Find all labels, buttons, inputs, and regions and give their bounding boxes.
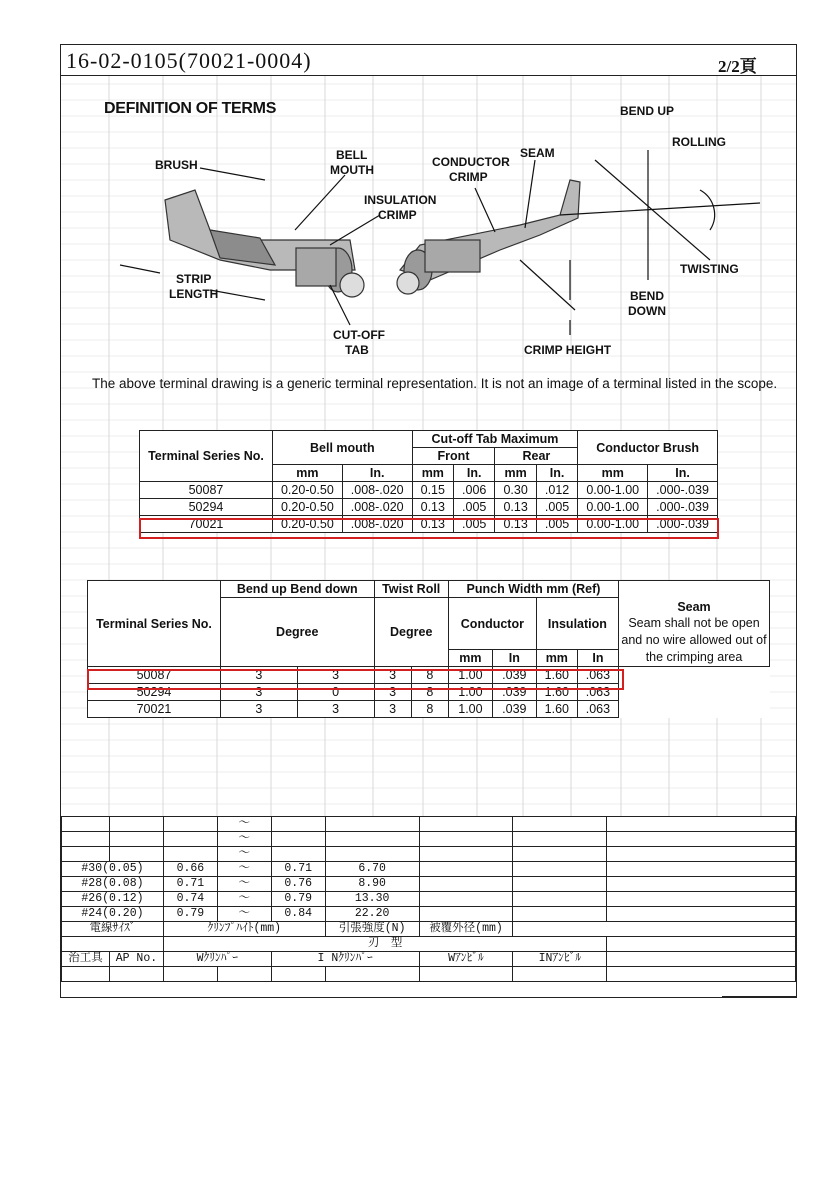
table-cell: 3 bbox=[221, 684, 298, 701]
label-brush: BRUSH bbox=[155, 158, 198, 172]
spec-cell bbox=[325, 832, 419, 847]
crimp-min-cell: 0.71 bbox=[163, 877, 217, 892]
th-tensile: 引張強度(N) bbox=[325, 922, 419, 937]
crimp-spec-table bbox=[61, 816, 796, 982]
th-seam: Seam bbox=[677, 600, 711, 614]
crimp-min-cell: 0.79 bbox=[163, 907, 217, 922]
crimp-min-cell: 0.66 bbox=[163, 862, 217, 877]
table-cell: 0.13 bbox=[495, 516, 536, 533]
spec-cell bbox=[163, 847, 217, 862]
label-rolling: ROLLING bbox=[672, 135, 726, 149]
spec-row bbox=[62, 862, 796, 877]
table-cell: .000-.039 bbox=[648, 482, 718, 499]
table-cell: 0.20-0.50 bbox=[273, 499, 343, 516]
table-cell: .008-.020 bbox=[342, 482, 412, 499]
label-conductor-crimp-1: CONDUCTOR bbox=[432, 155, 510, 169]
spec-cell bbox=[163, 967, 217, 982]
tilde-cell: ～ bbox=[217, 862, 271, 877]
tilde-cell: ～ bbox=[217, 847, 271, 862]
table-cell: .039 bbox=[492, 684, 536, 701]
highlight-70021-table2 bbox=[87, 669, 624, 690]
wire-size-cell: #28(0.08) bbox=[62, 877, 164, 892]
label-conductor-crimp-2: CRIMP bbox=[449, 170, 488, 184]
spec-cell bbox=[513, 862, 607, 877]
spec-cell bbox=[513, 847, 607, 862]
table-cell: 50087 bbox=[140, 482, 273, 499]
label-cutoff-tab-1: CUT-OFF bbox=[333, 328, 385, 342]
spec-cell bbox=[419, 832, 513, 847]
table-cell: 1.60 bbox=[536, 684, 577, 701]
highlight-70021-table1 bbox=[139, 518, 719, 539]
crimp-max-cell: 0.76 bbox=[271, 877, 325, 892]
label-bell-mouth-2: MOUTH bbox=[330, 163, 374, 177]
th-unit: In. bbox=[648, 465, 718, 482]
table-cell: 1.00 bbox=[448, 701, 492, 718]
th-unit: mm bbox=[536, 650, 577, 667]
signature-line bbox=[722, 996, 797, 997]
th-cutoff-tab: Cut-off Tab Maximum bbox=[412, 431, 578, 448]
bend-punch-table bbox=[87, 580, 770, 718]
spec-row bbox=[62, 967, 796, 982]
th-in-crimper: I Nｸﾘﾝﾊﾟｰ bbox=[271, 952, 419, 967]
spec-cell bbox=[607, 907, 796, 922]
table-cell: 3 bbox=[221, 667, 298, 684]
table-cell: 3 bbox=[374, 701, 411, 718]
table-cell: 0.13 bbox=[495, 499, 536, 516]
label-twisting: TWISTING bbox=[680, 262, 739, 276]
th-tool: 治工具 bbox=[62, 952, 110, 967]
spec-row bbox=[62, 847, 796, 862]
table-cell: 70021 bbox=[140, 516, 273, 533]
spec-cell bbox=[607, 967, 796, 982]
label-bend-down-2: DOWN bbox=[628, 304, 666, 318]
table-cell: 0 bbox=[297, 684, 374, 701]
document-number: 16-02-0105(70021-0004) bbox=[66, 48, 312, 73]
table-cell: 0.00-1.00 bbox=[578, 499, 648, 516]
table-cell: .063 bbox=[577, 701, 618, 718]
label-seam: SEAM bbox=[520, 146, 555, 160]
th-unit: In bbox=[492, 650, 536, 667]
table-cell: .008-.020 bbox=[342, 516, 412, 533]
page-indicator: 2/2頁 bbox=[718, 57, 757, 76]
spec-cell bbox=[62, 937, 164, 952]
spec-cell bbox=[325, 967, 419, 982]
label-crimp-height: CRIMP HEIGHT bbox=[524, 343, 612, 357]
title-divider bbox=[60, 75, 797, 76]
table-cell: 1.00 bbox=[448, 667, 492, 684]
table-row bbox=[140, 499, 718, 516]
tilde-cell: ～ bbox=[217, 892, 271, 907]
spec-cell bbox=[513, 832, 607, 847]
tensile-cell: 6.70 bbox=[325, 862, 419, 877]
table-cell: 1.60 bbox=[536, 701, 577, 718]
tensile-cell: 22.20 bbox=[325, 907, 419, 922]
spec-cell bbox=[607, 817, 796, 832]
table-cell: .006 bbox=[454, 482, 495, 499]
label-insulation-crimp-1: INSULATION bbox=[364, 193, 437, 207]
table-cell: 0.30 bbox=[495, 482, 536, 499]
spec-cell bbox=[163, 817, 217, 832]
th-crimp-height: ｸﾘﾝﾌﾟﾊｲﾄ(mm) bbox=[163, 922, 325, 937]
tilde-cell: ～ bbox=[217, 877, 271, 892]
th-w-crimper: Wｸﾘﾝﾊﾟｰ bbox=[163, 952, 271, 967]
th-insulation-od: 被覆外径(mm) bbox=[419, 922, 513, 937]
table-cell: 3 bbox=[374, 667, 411, 684]
tilde-cell: ～ bbox=[217, 832, 271, 847]
spec-cell bbox=[62, 967, 110, 982]
spec-cell bbox=[163, 832, 217, 847]
spec-cell bbox=[217, 967, 271, 982]
label-insulation-crimp-2: CRIMP bbox=[378, 208, 417, 222]
spec-cell bbox=[109, 832, 163, 847]
table-row bbox=[88, 701, 770, 718]
th-front: Front bbox=[412, 448, 495, 465]
table-cell: 0.13 bbox=[412, 499, 453, 516]
table-cell: 50087 bbox=[88, 667, 221, 684]
spec-cell bbox=[325, 847, 419, 862]
table-cell: 1.60 bbox=[536, 667, 577, 684]
label-strip-length-1: STRIP bbox=[176, 272, 212, 286]
th-terminal-series: Terminal Series No. bbox=[88, 581, 221, 667]
spec-row bbox=[62, 907, 796, 922]
spec-row bbox=[62, 892, 796, 907]
th-unit: In. bbox=[536, 465, 577, 482]
th-conductor-brush: Conductor Brush bbox=[578, 431, 718, 465]
spec-cell bbox=[513, 922, 796, 937]
spec-cell bbox=[325, 817, 419, 832]
table-cell: .005 bbox=[454, 516, 495, 533]
th-conductor: Conductor bbox=[448, 598, 536, 650]
spec-cell bbox=[607, 847, 796, 862]
th-unit: In. bbox=[454, 465, 495, 482]
spec-cell bbox=[419, 817, 513, 832]
crimp-max-cell: 0.84 bbox=[271, 907, 325, 922]
th-rear: Rear bbox=[495, 448, 578, 465]
spec-cell bbox=[607, 832, 796, 847]
spec-cell bbox=[271, 967, 325, 982]
table-cell: 0.13 bbox=[412, 516, 453, 533]
th-wire-size: 電線ｻｲｽﾞ bbox=[62, 922, 164, 937]
table-cell: 3 bbox=[374, 684, 411, 701]
table-cell: 50294 bbox=[88, 684, 221, 701]
tensile-cell: 13.30 bbox=[325, 892, 419, 907]
th-ap-no: AP No. bbox=[109, 952, 163, 967]
table-cell: 0.15 bbox=[412, 482, 453, 499]
th-insulation: Insulation bbox=[536, 598, 618, 650]
spec-cell bbox=[607, 892, 796, 907]
th-unit: mm bbox=[412, 465, 453, 482]
spec-cell bbox=[62, 847, 110, 862]
spec-row bbox=[62, 877, 796, 892]
wire-size-cell: #30(0.05) bbox=[62, 862, 164, 877]
spec-cell bbox=[271, 847, 325, 862]
spec-cell bbox=[513, 967, 607, 982]
spec-cell bbox=[513, 907, 607, 922]
spec-cell bbox=[109, 967, 163, 982]
spec-cell bbox=[419, 877, 513, 892]
spec-row bbox=[62, 832, 796, 847]
spec-cell bbox=[513, 817, 607, 832]
spec-cell bbox=[419, 892, 513, 907]
wire-size-cell: #24(0.20) bbox=[62, 907, 164, 922]
tilde-cell: ～ bbox=[217, 817, 271, 832]
spec-header-row bbox=[62, 922, 796, 937]
table-cell: 0.20-0.50 bbox=[273, 516, 343, 533]
spec-cell bbox=[607, 937, 796, 952]
table-cell: 0.00-1.00 bbox=[578, 482, 648, 499]
table-cell: 8 bbox=[411, 684, 448, 701]
th-bell-mouth: Bell mouth bbox=[273, 431, 413, 465]
spec-cell bbox=[607, 877, 796, 892]
spec-cell bbox=[419, 862, 513, 877]
table-cell: 8 bbox=[411, 701, 448, 718]
spec-cell bbox=[109, 847, 163, 862]
table-cell: .000-.039 bbox=[648, 516, 718, 533]
spec-cell bbox=[271, 832, 325, 847]
spec-cell bbox=[419, 847, 513, 862]
table-cell: .063 bbox=[577, 667, 618, 684]
th-w-anvil: Wｱﾝﾋﾞﾙ bbox=[419, 952, 513, 967]
tilde-cell: ～ bbox=[217, 907, 271, 922]
table-cell: .039 bbox=[492, 701, 536, 718]
th-in-anvil: INｱﾝﾋﾞﾙ bbox=[513, 952, 607, 967]
th-unit: In bbox=[577, 650, 618, 667]
spec-header-row bbox=[62, 937, 796, 952]
table-cell: 3 bbox=[221, 701, 298, 718]
wire-size-cell: #26(0.12) bbox=[62, 892, 164, 907]
diagram-title: DEFINITION OF TERMS bbox=[104, 100, 277, 117]
table-cell: 0.20-0.50 bbox=[273, 482, 343, 499]
table-cell: .008-.020 bbox=[342, 499, 412, 516]
diagram-note: The above terminal drawing is a generic terminal representation. It is not an image of a terminal listed in the scope. bbox=[92, 376, 778, 391]
label-bend-up: BEND UP bbox=[620, 104, 675, 118]
table-cell: .005 bbox=[454, 499, 495, 516]
th-unit: In. bbox=[342, 465, 412, 482]
seam-cell bbox=[619, 581, 770, 667]
spec-row bbox=[62, 817, 796, 832]
table-cell: .005 bbox=[536, 499, 577, 516]
th-twist-roll: Twist Roll bbox=[374, 581, 448, 598]
spec-cell bbox=[607, 862, 796, 877]
th-bend: Bend up Bend down bbox=[221, 581, 375, 598]
table-row bbox=[140, 482, 718, 499]
crimp-min-cell: 0.74 bbox=[163, 892, 217, 907]
th-unit: mm bbox=[448, 650, 492, 667]
table-cell: 1.00 bbox=[448, 684, 492, 701]
crimp-max-cell: 0.71 bbox=[271, 862, 325, 877]
spec-cell bbox=[513, 877, 607, 892]
table-cell: .000-.039 bbox=[648, 499, 718, 516]
th-degree: Degree bbox=[374, 598, 448, 667]
spec-cell bbox=[62, 817, 110, 832]
tensile-cell: 8.90 bbox=[325, 877, 419, 892]
th-punch-width: Punch Width mm (Ref) bbox=[448, 581, 618, 598]
label-bell-mouth-1: BELL bbox=[336, 148, 368, 162]
table-cell: .039 bbox=[492, 667, 536, 684]
table-cell: .012 bbox=[536, 482, 577, 499]
label-strip-length-2: LENGTH bbox=[169, 287, 219, 301]
th-unit: mm bbox=[578, 465, 648, 482]
crimp-max-cell: 0.79 bbox=[271, 892, 325, 907]
table-cell: 70021 bbox=[88, 701, 221, 718]
table-cell: 50294 bbox=[140, 499, 273, 516]
th-die: 刃 型 bbox=[163, 937, 606, 952]
label-bend-down-1: BEND bbox=[630, 289, 665, 303]
th-unit: mm bbox=[495, 465, 536, 482]
seam-text: Seam shall not be open and no wire allowed out of the crimping area bbox=[621, 616, 767, 664]
table-cell: 3 bbox=[297, 701, 374, 718]
spec-cell bbox=[271, 817, 325, 832]
table-cell: .063 bbox=[577, 684, 618, 701]
th-terminal-series: Terminal Series No. bbox=[140, 431, 273, 482]
th-unit: mm bbox=[273, 465, 343, 482]
table-cell: 8 bbox=[411, 667, 448, 684]
label-cutoff-tab-2: TAB bbox=[345, 343, 369, 357]
spec-cell bbox=[419, 907, 513, 922]
spec-cell bbox=[109, 817, 163, 832]
spec-header-row bbox=[62, 952, 796, 967]
th-degree: Degree bbox=[221, 598, 375, 667]
table-cell: 3 bbox=[297, 667, 374, 684]
spec-cell bbox=[62, 832, 110, 847]
table-cell: .005 bbox=[536, 516, 577, 533]
spec-cell bbox=[513, 892, 607, 907]
spec-cell bbox=[607, 952, 796, 967]
table-cell: 0.00-1.00 bbox=[578, 516, 648, 533]
spec-cell bbox=[419, 967, 513, 982]
